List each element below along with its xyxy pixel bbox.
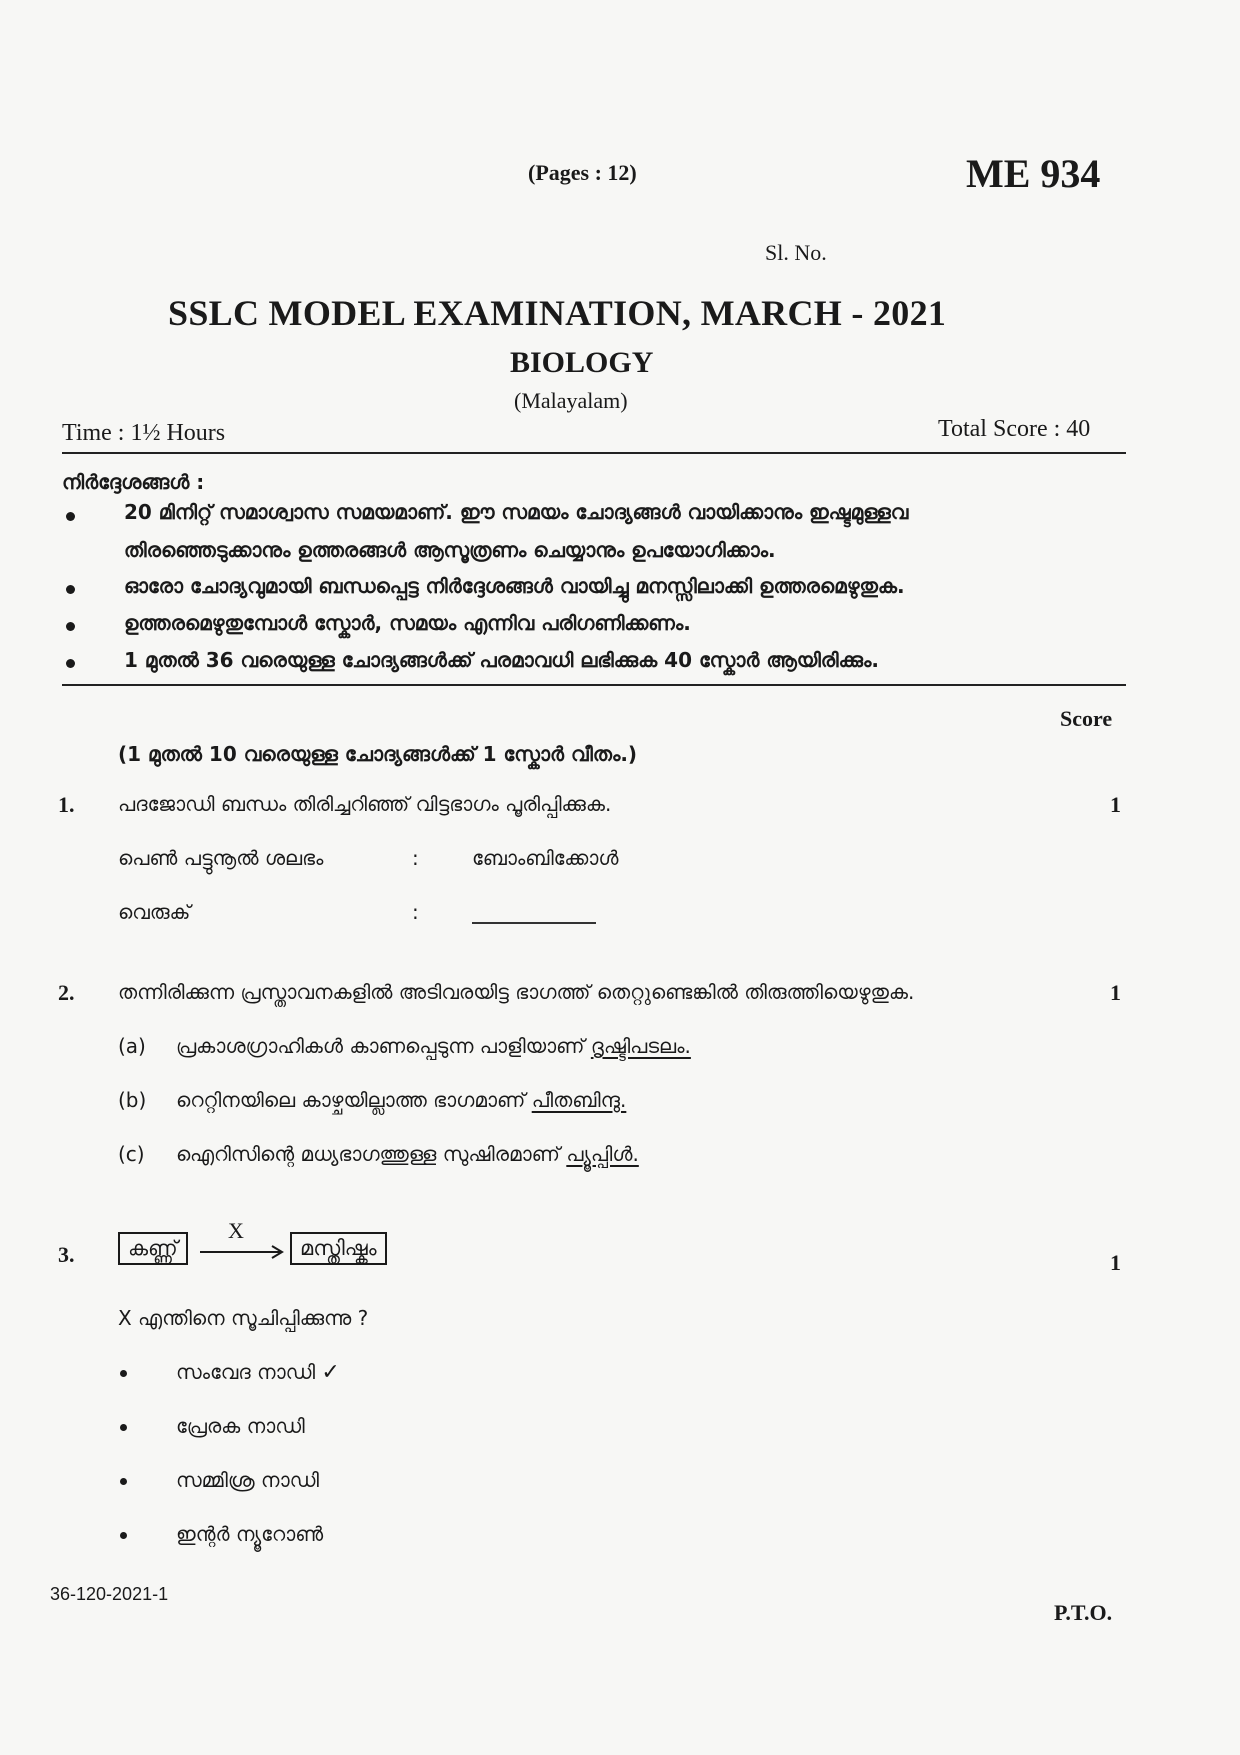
pair-separator: : <box>412 846 419 870</box>
option-item: സമ്മിശ്ര നാഡി <box>176 1468 319 1492</box>
question-number: 3. <box>58 1242 75 1267</box>
option-label: (b) <box>118 1088 147 1112</box>
question-score: 1 <box>1110 792 1121 817</box>
pair-left-term: പെൺ പട്ടുനൂൽ ശലഭം <box>118 846 324 870</box>
question-text: X എന്തിനെ സൂചിപ്പിക്കുന്നു ? <box>118 1306 369 1330</box>
answer-blank-line <box>472 922 596 924</box>
time-label: Time : 1½ Hours <box>62 420 226 446</box>
pair-separator: : <box>412 900 419 924</box>
bullet-dot <box>66 622 75 631</box>
option-text: സംവേദ നാഡി <box>176 1360 316 1384</box>
instruction-item: ഓരോ ചോദ്യവുമായി ബന്ധപ്പെട്ട നിർദ്ദേശങ്ങൾ വായിച്ചു മനസ്സിലാക്കി ഉത്തരമെഴുതുക. <box>124 574 905 598</box>
instruction-item: 20 മിനിറ്റ് സമാശ്വാസ സമയമാണ്. ഈ സമയം ചോദ്യങ്ങൾ വായിക്കാനും ഇഷ്ടമുള്ളവ <box>124 500 909 524</box>
serial-number-label: Sl. No. <box>765 240 827 265</box>
check-mark-icon: ✓ <box>321 1360 340 1385</box>
arrow-icon <box>198 1244 290 1260</box>
bullet-dot <box>120 1532 127 1539</box>
option-item: പ്രേരക നാഡി <box>176 1414 305 1438</box>
bullet-dot <box>120 1478 127 1485</box>
page-count: (Pages : 12) <box>528 160 637 185</box>
footer-code: 36-120-2021-1 <box>50 1584 169 1604</box>
question-number: 1. <box>58 792 75 817</box>
paper-code: ME 934 <box>966 151 1101 196</box>
statement-c <box>176 1142 639 1166</box>
medium-label: (Malayalam) <box>514 388 628 413</box>
bullet-dot <box>66 585 75 594</box>
bullet-dot <box>66 659 75 668</box>
option-item: ഇന്റർ ന്യൂറോൺ <box>176 1522 324 1546</box>
question-text: പദജോഡി ബന്ധം തിരിച്ചറിഞ്ഞ് വിട്ടഭാഗം പൂരിപ്പിക്കുക. <box>118 792 612 816</box>
instruction-item: 1 മുതൽ 36 വരെയുള്ള ചോദ്യങ്ങൾക്ക് പരമാവധി ലഭിക്കുക 40 സ്കോർ ആയിരിക്കും. <box>124 648 879 672</box>
bullet-dot <box>120 1370 127 1377</box>
instruction-item: തിരഞ്ഞെടുക്കാനും ഉത്തരങ്ങൾ ആസൂത്രണം ചെയ്യാനും ഉപയോഗിക്കാം. <box>124 538 776 562</box>
underlined-term: പ്യൂപ്പിൾ. <box>566 1142 639 1166</box>
question-text: തന്നിരിക്കുന്ന പ്രസ്താവനകളിൽ അടിവരയിട്ട ഭാഗത്ത് തെറ്റുണ്ടെങ്കിൽ തിരുത്തിയെഴുതുക. <box>118 980 915 1004</box>
diagram-box-eye: കണ്ണ് <box>118 1232 188 1265</box>
question-score: 1 <box>1110 980 1121 1005</box>
arrow-label: X <box>228 1218 244 1243</box>
statement-text: ഐറിസിന്റെ മധ്യഭാഗത്തുള്ള സുഷിരമാണ് <box>176 1142 567 1166</box>
header-divider <box>62 452 1126 454</box>
diagram-box-brain: മസ്തിഷ്കം <box>290 1232 387 1265</box>
pair-right-term: ബോംബിക്കോൾ <box>472 846 619 870</box>
bullet-dot <box>66 512 75 521</box>
section-note: (1 മുതൽ 10 വരെയുള്ള ചോദ്യങ്ങൾക്ക് 1 സ്കോർ വീതം.) <box>118 742 638 766</box>
question-score: 1 <box>1110 1250 1121 1275</box>
instructions-heading: നിർദ്ദേശങ്ങൾ : <box>62 470 205 494</box>
exam-title: SSLC MODEL EXAMINATION, MARCH - 2021 <box>168 293 947 333</box>
statement-text: റെറ്റിനയിലെ കാഴ്ചയില്ലാത്ത ഭാഗമാണ് <box>176 1088 532 1112</box>
instruction-item: ഉത്തരമെഴുതുമ്പോൾ സ്കോർ, സമയം എന്നിവ പരിഗണിക്കണം. <box>124 611 691 635</box>
question-number: 2. <box>58 980 75 1005</box>
score-column-label: Score <box>1060 706 1113 731</box>
instructions-divider <box>62 684 1126 686</box>
page-turn-label: P.T.O. <box>1054 1600 1113 1625</box>
total-score-label: Total Score : 40 <box>938 416 1091 442</box>
underlined-term: ദൃഷ്ടിപടലം. <box>590 1034 691 1058</box>
bullet-dot <box>120 1424 127 1431</box>
option-item <box>176 1360 340 1385</box>
subject-title: BIOLOGY <box>510 346 654 379</box>
option-label: (a) <box>118 1034 146 1058</box>
option-label: (c) <box>118 1142 145 1166</box>
pair-left-term: വെരുക് <box>118 900 191 924</box>
statement-text: പ്രകാശഗ്രാഹികൾ കാണപ്പെടുന്ന പാളിയാണ് <box>176 1034 591 1058</box>
underlined-term: പീതബിന്ദു. <box>531 1088 627 1112</box>
statement-a <box>176 1034 691 1058</box>
statement-b <box>176 1088 626 1112</box>
